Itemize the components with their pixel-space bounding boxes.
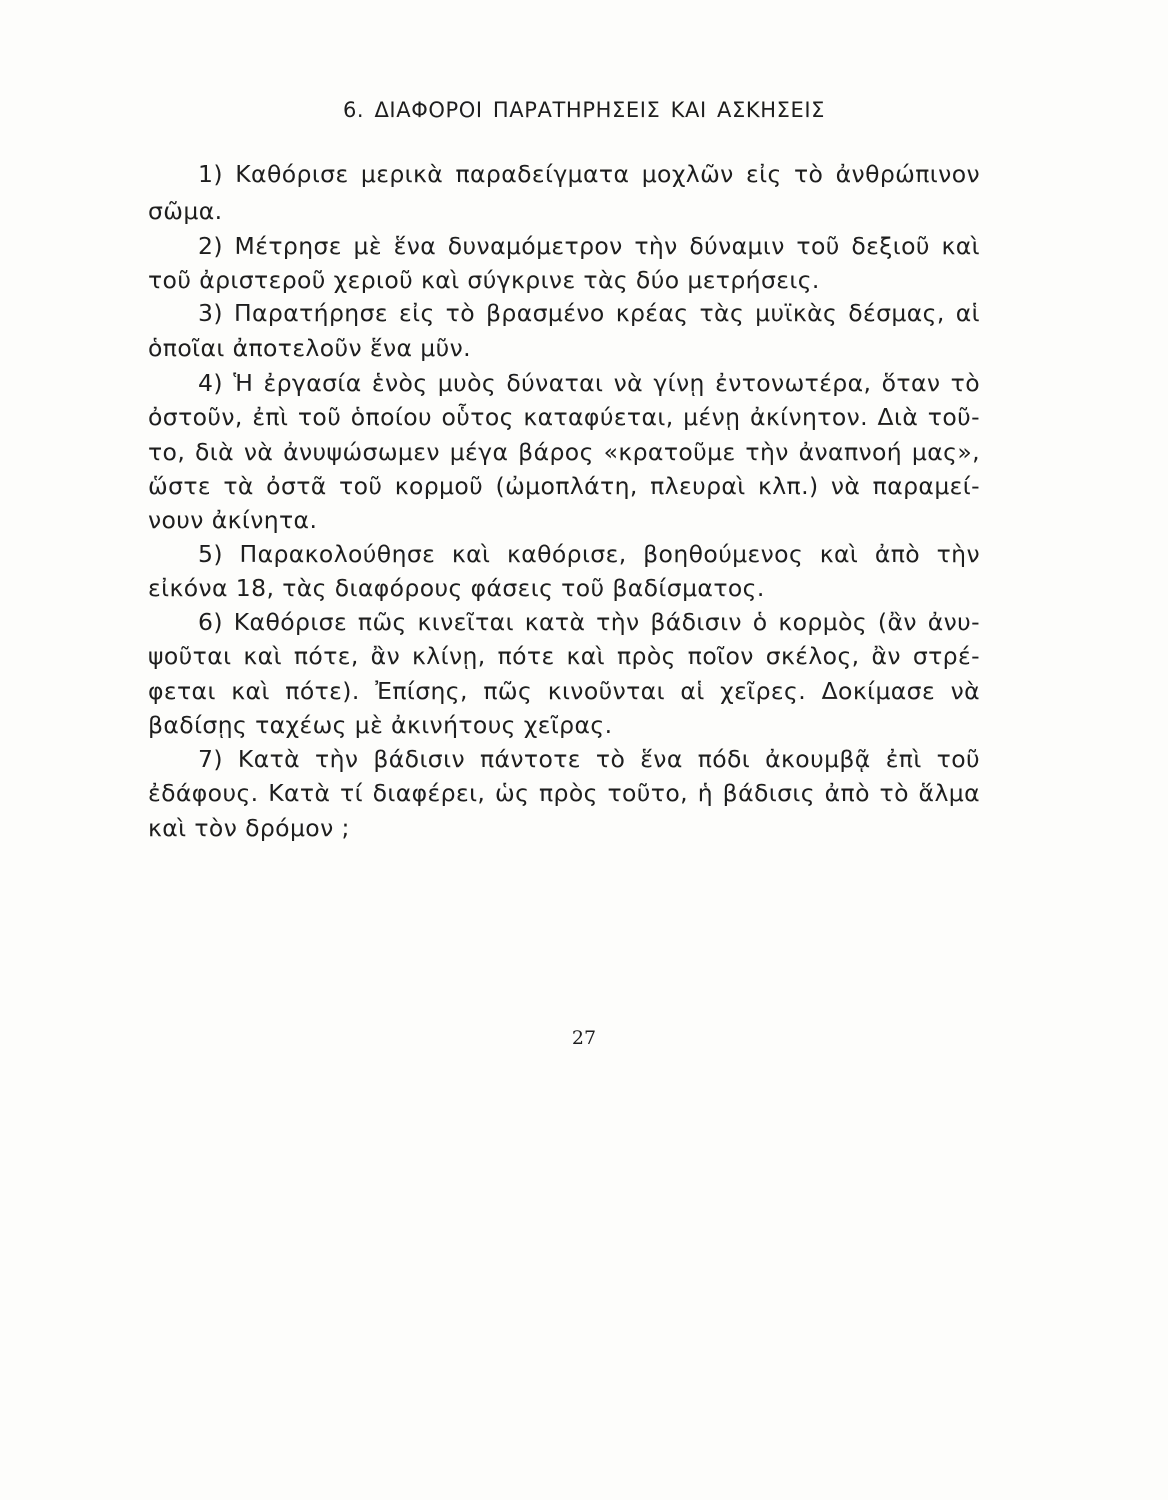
- text-line: 4) Ἡ ἐργασία ἑνὸς μυὸς δύναται νὰ γίνῃ ἐντονωτέρα, ὅταν τὸ: [198, 369, 980, 397]
- text-line: τοῦ ἀριστεροῦ χεριοῦ καὶ σύγκρινε τὰς δύο μετρήσεις.: [148, 266, 820, 294]
- text-line: σῶμα.: [148, 197, 223, 225]
- text-line: βαδίσῃς ταχέως μὲ ἀκινήτους χεῖρας.: [148, 711, 613, 739]
- text-line: ὀστοῦν, ἐπὶ τοῦ ὁποίου οὗτος καταφύεται, μένῃ ἀκίνητον. Διὰ τοῦ-: [148, 403, 980, 431]
- text-line: 5) Παρακολούθησε καὶ καθόρισε, βοηθούμενος καὶ ἀπὸ τὴν: [198, 540, 980, 568]
- text-line: νουν ἀκίνητα.: [148, 506, 318, 534]
- text-line: 1) Καθόρισε μερικὰ παραδείγματα μοχλῶν εἰς τὸ ἀνθρώπινον: [198, 160, 980, 188]
- page-number: 27: [571, 1027, 597, 1049]
- text-line: ἐδάφους. Κατὰ τί διαφέρει, ὡς πρὸς τοῦτο, ἡ βάδισις ἀπὸ τὸ ἅλμα: [148, 779, 980, 807]
- text-line: το, διὰ νὰ ἀνυψώσωμεν μέγα βάρος «κρατοῦμε τὴν ἀναπνοή μας»,: [148, 438, 980, 466]
- text-line: ψοῦται καὶ πότε, ἂν κλίνῃ, πότε καὶ πρὸς ποῖον σκέλος, ἂν στρέ-: [148, 642, 980, 670]
- text-line: ὁποῖαι ἀποτελοῦν ἕνα μῦν.: [148, 334, 472, 362]
- text-line: φεται καὶ πότε). Ἐπίσης, πῶς κινοῦνται αἱ χεῖρες. Δοκίμασε νὰ: [148, 677, 980, 705]
- text-line: 6) Καθόρισε πῶς κινεῖται κατὰ τὴν βάδισιν ὁ κορμὸς (ἂν ἀνυ-: [198, 608, 980, 636]
- section-heading: 6. ΔΙΑΦΟΡΟΙ ΠΑΡΑΤΗΡΗΣΕΙΣ ΚΑΙ ΑΣΚΗΣΕΙΣ: [342, 98, 826, 122]
- text-line: 2) Μέτρησε μὲ ἕνα δυναμόμετρον τὴν δύναμιν τοῦ δεξιοῦ καὶ: [198, 232, 980, 260]
- text-line: καὶ τὸν δρόμον ;: [148, 814, 350, 842]
- text-line: 7) Κατὰ τὴν βάδισιν πάντοτε τὸ ἕνα πόδι ἀκουμβᾷ ἐπὶ τοῦ: [198, 745, 980, 773]
- text-line: 3) Παρατήρησε εἰς τὸ βρασμένο κρέας τὰς μυϊκὰς δέσμας, αἱ: [198, 299, 980, 327]
- text-line: ὥστε τὰ ὀστᾶ τοῦ κορμοῦ (ὠμοπλάτη, πλευραὶ κλπ.) νὰ παραμεί-: [148, 472, 980, 500]
- text-line: εἰκόνα 18, τὰς διαφόρους φάσεις τοῦ βαδίσματος.: [148, 574, 765, 602]
